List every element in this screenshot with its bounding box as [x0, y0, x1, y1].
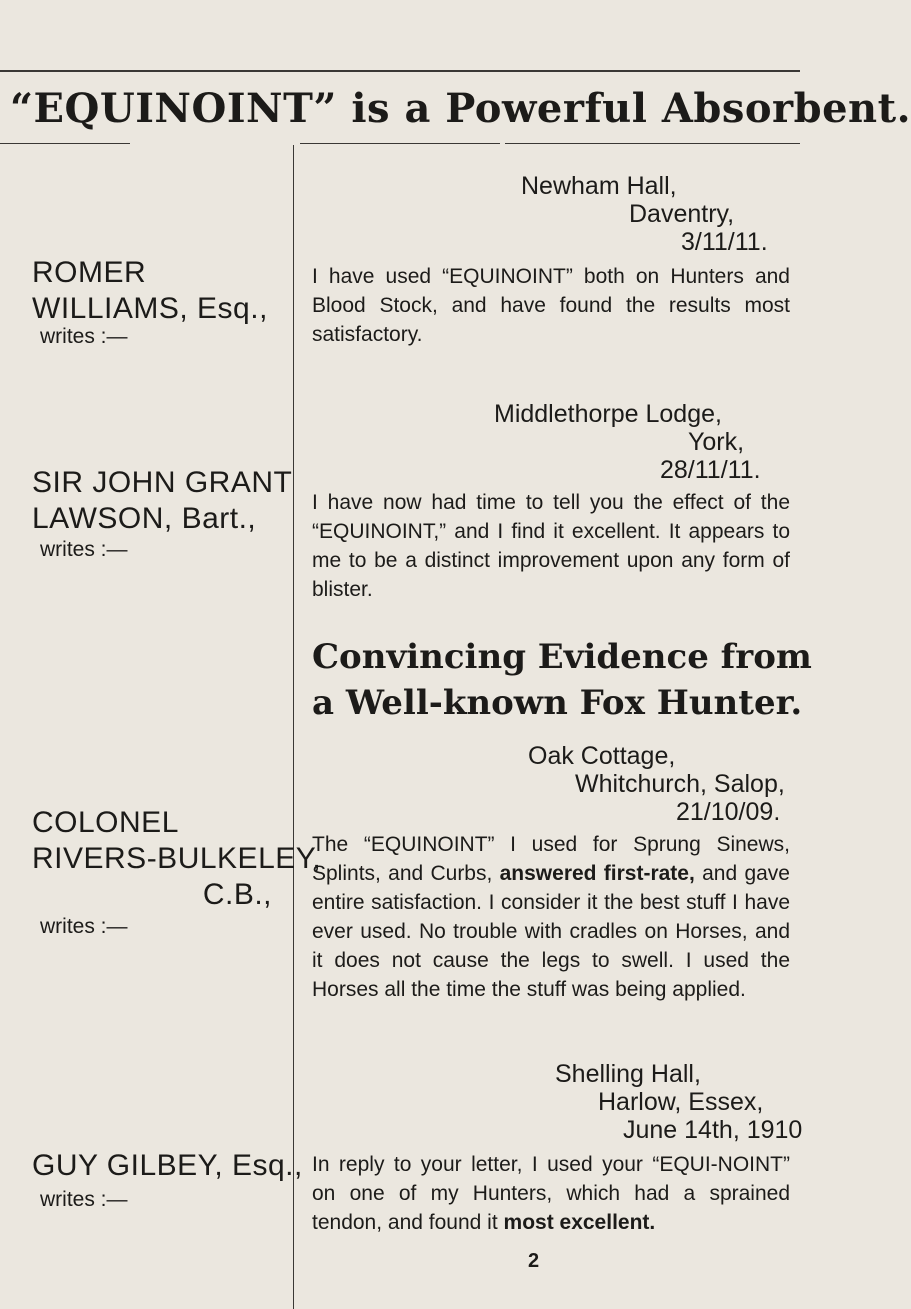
name-line: LAWSON, Bart., — [32, 502, 257, 535]
text-emphasis: most excellent. — [503, 1211, 656, 1234]
text-part: and gave entire satisfaction. I consider it the best stuff I have ever used. No trouble with cradles on Horses, and it does not cause the legs to swell. I used the Horses all the time the stuff was being applied. — [312, 862, 790, 1001]
top-rule — [0, 70, 800, 72]
testimonial-1-address-line-2: Daventry, — [629, 200, 735, 228]
page-number: 2 — [528, 1250, 540, 1272]
testimonial-3-address-line-1: Oak Cottage, — [528, 742, 676, 770]
name-line: SIR JOHN GRANT — [32, 466, 293, 499]
name-line: RIVERS-BULKELEY, — [32, 842, 322, 875]
page-headline: “EQUINOINT” is a Powerful Absorbent. — [10, 85, 911, 132]
testimonial-3-text — [312, 830, 790, 1004]
testimonial-2-writes: writes :— — [40, 538, 128, 561]
testimonial-4-name: GUY GILBEY, Esq., — [32, 1149, 303, 1182]
testimonial-4-address-line-2: Harlow, Essex, — [598, 1088, 764, 1116]
subheading-line-1: Convincing Evidence from — [312, 637, 812, 677]
name-line: ROMER — [32, 256, 147, 289]
testimonial-4-writes: writes :— — [40, 1188, 128, 1211]
testimonial-4-address-line-3: June 14th, 1910 — [623, 1116, 803, 1144]
name-line: COLONEL — [32, 806, 179, 839]
testimonial-1-address-line-1: Newham Hall, — [521, 172, 677, 200]
testimonial-3-address-line-2: Whitchurch, Salop, — [575, 770, 785, 798]
testimonial-2-address-line-3: 28/11/11. — [660, 456, 761, 484]
column-divider — [293, 145, 294, 1309]
testimonial-2-address-line-1: Middlethorpe Lodge, — [494, 400, 722, 428]
subheading-line-2: a Well-known Fox Hunter. — [312, 683, 803, 723]
name-text: WILLIAMS, Esq., — [32, 292, 268, 325]
headline-underline-mid — [300, 143, 500, 144]
testimonial-3-writes: writes :— — [40, 915, 128, 938]
testimonial-1-name — [32, 255, 268, 327]
testimonial-1-address-line-3: 3/11/11. — [681, 228, 768, 256]
name-line: C.B., — [202, 878, 272, 911]
testimonial-1-writes: writes :— — [40, 325, 128, 348]
testimonial-3-address-line-3: 21/10/09. — [676, 798, 781, 826]
testimonial-3-name — [32, 805, 321, 913]
name-line — [32, 291, 268, 327]
text-emphasis: answered first-rate, — [499, 862, 695, 885]
text-part: In reply to your letter, I used your “EQUI-NOINT” on one of my Hunters, which had a sprained tendon, and found it — [312, 1153, 790, 1234]
testimonial-1-text: I have used “EQUINOINT” both on Hunters and Blood Stock, and have found the results most satisfactory. — [312, 265, 790, 346]
testimonial-2-text: I have now had time to tell you the effect of the “EQUINOINT,” and I find it excellent. It appears to me to be a distinct improvement upon any form of blister. — [312, 491, 790, 601]
text-part: The “EQUINOINT” I used for Sprung Sinews, Splints, and Curbs, — [312, 833, 790, 885]
testimonial-2-address-line-2: York, — [688, 428, 745, 456]
testimonial-4-address-line-1: Shelling Hall, — [555, 1060, 701, 1088]
headline-underline-left — [0, 143, 130, 144]
testimonial-2-name — [32, 465, 292, 537]
headline-underline-right — [505, 143, 800, 144]
testimonial-4-text — [312, 1150, 790, 1237]
